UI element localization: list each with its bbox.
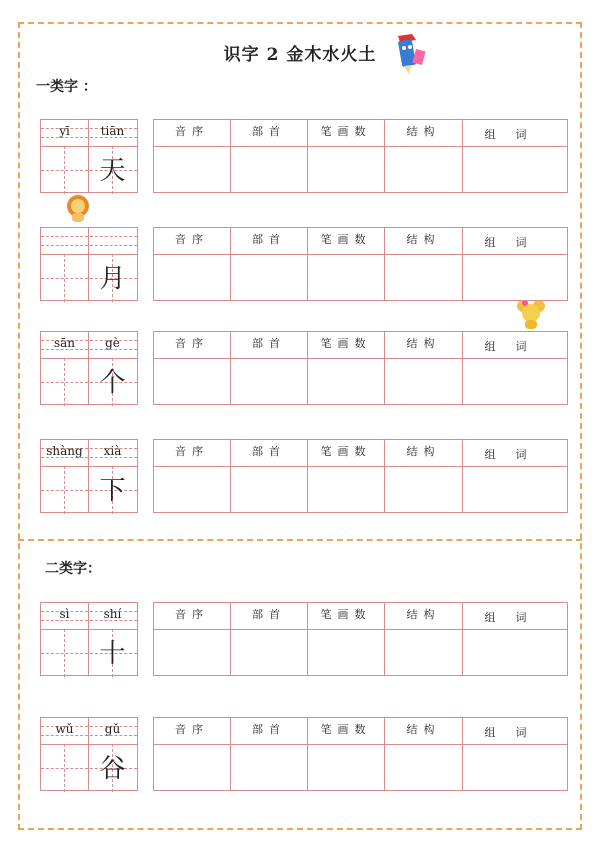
table-column [463,332,568,404]
section-heading-2: 二类字： [45,561,101,577]
pinyin-text: tiān [100,124,125,138]
answer-cell[interactable] [463,255,568,299]
pinyin-text: shí [103,607,122,621]
section-divider [18,539,582,541]
answer-cell[interactable] [308,745,384,789]
table-column [385,332,463,404]
table-column [385,228,463,300]
column-header: 笔画数 [308,603,384,630]
column-header: 结构 [385,120,462,147]
column-header: 组词 [463,718,568,745]
table-column [154,440,231,512]
table-column [385,120,463,192]
answer-cell[interactable] [308,467,384,511]
table-column [308,228,385,300]
table-column [231,332,308,404]
analysis-table [153,331,568,405]
answer-cell[interactable] [154,255,230,299]
lion-mascot-icon [64,194,92,224]
table-column [385,440,463,512]
table-column [154,332,231,404]
column-header: 部首 [231,332,307,359]
pinyin-text: wǔ [55,722,74,736]
column-header: 笔画数 [308,718,384,745]
column-header: 部首 [231,440,307,467]
pinyin-character-grid [40,227,138,301]
pinyin-character-grid [40,331,138,405]
answer-cell[interactable] [231,255,307,299]
chinese-character: 下 [99,476,126,506]
column-header: 笔画数 [308,120,384,147]
column-header: 结构 [385,440,462,467]
answer-cell[interactable] [463,745,568,789]
section-heading-1: 一类字 ： [36,79,97,95]
pinyin-text: yī [59,124,70,138]
answer-cell[interactable] [385,359,462,403]
answer-cell[interactable] [154,745,230,789]
column-header: 部首 [231,228,307,255]
column-header: 音序 [154,603,230,630]
answer-cell[interactable] [154,467,230,511]
chinese-character: 谷 [99,754,126,784]
table-column [308,120,385,192]
table-column [154,120,231,192]
table-column [154,603,231,675]
column-header: 结构 [385,332,462,359]
chinese-character: 十 [99,639,126,669]
answer-cell[interactable] [154,630,230,674]
column-header: 笔画数 [308,440,384,467]
answer-cell[interactable] [385,745,462,789]
answer-cell[interactable] [308,359,384,403]
column-header: 结构 [385,228,462,255]
table-column [463,228,568,300]
pencil-mascot-icon [388,30,428,78]
table-column [463,120,568,192]
column-header: 音序 [154,440,230,467]
answer-cell[interactable] [463,147,568,191]
answer-cell[interactable] [154,359,230,403]
analysis-table [153,602,568,676]
column-header: 组词 [463,603,568,630]
table-column [231,603,308,675]
pinyin-character-grid [40,717,138,791]
table-column [385,603,463,675]
pinyin-character-grid [40,602,138,676]
table-column [308,718,385,790]
analysis-table [153,439,568,513]
table-column [154,718,231,790]
analysis-table [153,227,568,301]
column-header: 结构 [385,718,462,745]
mouse-mascot-icon [516,298,546,330]
answer-cell[interactable] [308,147,384,191]
pinyin-text: sì [59,607,70,621]
answer-cell[interactable] [231,745,307,789]
column-header: 组词 [463,228,568,255]
character-row [0,331,600,405]
column-header: 音序 [154,228,230,255]
answer-cell[interactable] [231,630,307,674]
chinese-character: 个 [99,368,126,398]
answer-cell[interactable] [463,630,568,674]
pinyin-text: gǔ [104,722,121,736]
analysis-table [153,119,568,193]
pinyin-text: sān [53,336,76,350]
table-column [308,603,385,675]
column-header: 部首 [231,603,307,630]
table-column [308,440,385,512]
answer-cell[interactable] [385,467,462,511]
answer-cell[interactable] [308,630,384,674]
answer-cell[interactable] [463,467,568,511]
chinese-character: 天 [99,156,126,186]
table-column [231,120,308,192]
pinyin-character-grid [40,119,138,193]
column-header: 笔画数 [308,332,384,359]
column-header: 音序 [154,718,230,745]
column-header: 笔画数 [308,228,384,255]
column-header: 音序 [154,332,230,359]
pinyin-character-grid [40,439,138,513]
table-column [231,440,308,512]
character-row [0,227,600,301]
column-header: 部首 [231,120,307,147]
table-column [385,718,463,790]
table-column [463,603,568,675]
column-header: 结构 [385,603,462,630]
table-column [308,332,385,404]
column-header: 组词 [463,332,568,359]
character-row [0,439,600,513]
pinyin-text: shàng [46,444,83,458]
table-column [231,228,308,300]
answer-cell[interactable] [308,255,384,299]
table-column [463,440,568,512]
table-column [154,228,231,300]
chinese-character: 月 [99,264,126,294]
answer-cell[interactable] [231,359,307,403]
analysis-table [153,717,568,791]
character-row [0,602,600,676]
column-header: 部首 [231,718,307,745]
answer-cell[interactable] [231,147,307,191]
column-header: 组词 [463,440,568,467]
column-header: 组词 [463,120,568,147]
character-row [0,717,600,791]
answer-cell[interactable] [385,630,462,674]
column-header: 音序 [154,120,230,147]
table-column [463,718,568,790]
character-row [0,119,600,193]
answer-cell[interactable] [385,147,462,191]
table-column [231,718,308,790]
answer-cell[interactable] [463,359,568,403]
pinyin-text: xià [103,444,122,458]
answer-cell[interactable] [385,255,462,299]
answer-cell[interactable] [154,147,230,191]
page-title: 识字 2 金木水火土 [223,45,377,65]
answer-cell[interactable] [231,467,307,511]
pinyin-text: gè [105,336,120,350]
